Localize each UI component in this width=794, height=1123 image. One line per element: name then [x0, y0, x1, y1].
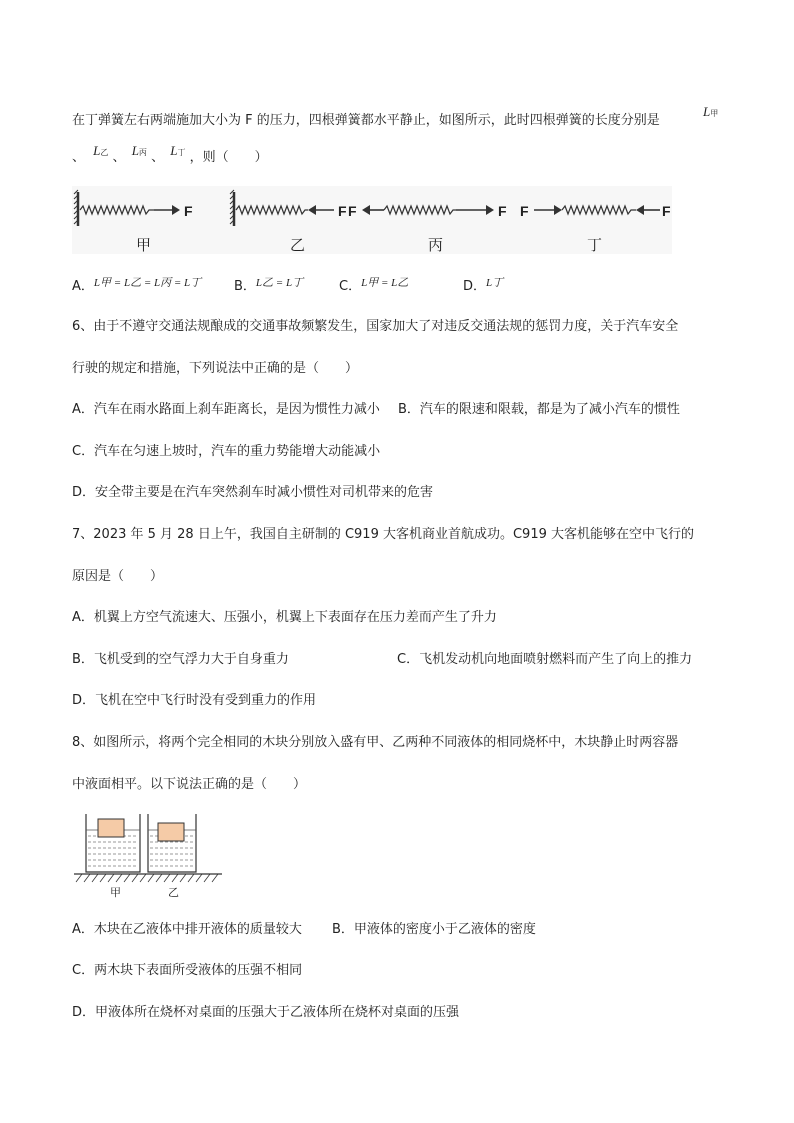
beaker-yi [148, 814, 196, 872]
force-label-bing-left: F [348, 203, 357, 219]
table-surface [74, 874, 222, 882]
q5-symbol-L-jia: L甲 [703, 104, 719, 119]
q6-option-b[interactable]: B．汽车的限速和限载，都是为了减小汽车的惯性 [398, 402, 680, 417]
q8-stem-line1: 8、如图所示，将两个完全相同的木块分别放入盛有甲、乙两种不同液体的相同烧杯中，木块静止时两容器 [72, 735, 679, 750]
caption-ding: 丁 [587, 237, 603, 254]
q7-option-d[interactable]: D．飞机在空中飞行时没有受到重力的作用 [72, 693, 317, 708]
beaker-jia [86, 814, 140, 872]
q6-option-d[interactable]: D．安全带主要是在汽车突然刹车时减小惯性对司机带来的危害 [72, 485, 434, 500]
q7-option-c[interactable]: C．飞机发动机向地面喷射燃料而产生了向上的推力 [397, 652, 693, 667]
q5-stem-line2: 、 L乙 、 L丙 、 L丁 ，则（ ） [72, 143, 268, 165]
force-label-jia: F [184, 203, 193, 219]
caption-yi: 乙 [290, 237, 306, 254]
q5-option-b[interactable]: B．$^{L乙 = L丁}$ [234, 277, 304, 294]
q8-option-c[interactable]: C．两木块下表面所受液体的压强不相同 [72, 963, 303, 978]
q7-stem-line2: 原因是（ ） [72, 569, 164, 584]
caption-bing: 丙 [428, 237, 444, 254]
q7-option-a[interactable]: A．机翼上方空气流速大、压强小，机翼上下表面存在压力差而产生了升力 [72, 610, 497, 625]
q7-option-b[interactable]: B．飞机受到的空气浮力大于自身重力 [72, 652, 289, 667]
q5-symbol-L-ding: L丁 [170, 143, 186, 158]
force-label-bing-right: F [498, 203, 507, 219]
force-label-ding-left: F [520, 203, 529, 219]
beaker-caption-yi: 乙 [168, 887, 179, 899]
beaker-caption-jia: 甲 [110, 887, 121, 899]
springs-figure [72, 186, 672, 254]
beakers-figure [72, 810, 232, 902]
q8-stem-line2: 中液面相平。以下说法正确的是（ ） [72, 777, 307, 792]
q6-option-c[interactable]: C．汽车在匀速上坡时，汽车的重力势能增大动能减小 [72, 444, 381, 459]
q5-stem-line1: 在丁弹簧左右两端施加大小为 F 的压力，四根弹簧都水平静止，如图所示，此时四根弹簧的长度分别是 [72, 113, 660, 128]
force-label-ding-right: F [662, 203, 671, 219]
q5-symbol-L-yi: L乙 [93, 143, 109, 158]
q6-option-a[interactable]: A．汽车在雨水路面上刹车距离长，是因为惯性力减小 [72, 402, 380, 417]
q6-stem-line1: 6、由于不遵守交通法规酿成的交通事故频繁发生，国家加大了对违反交通法规的惩罚力度，关于汽车安全 [72, 319, 679, 334]
force-label-yi: F [338, 203, 347, 219]
q8-option-b[interactable]: B．甲液体的密度小于乙液体的密度 [332, 922, 536, 937]
q5-option-d[interactable]: D．$^{L丁}$ [463, 277, 504, 294]
q7-stem-line1: 7、2023 年 5 月 28 日上午，我国自主研制的 C919 大客机商业首航成功。C919 大客机能够在空中飞行的 [72, 527, 695, 542]
caption-jia: 甲 [136, 237, 152, 254]
q5-option-c[interactable]: C．$^{L甲 = L乙}$ [339, 277, 409, 294]
q5-symbol-L-bing: L丙 [131, 143, 147, 158]
q8-option-d[interactable]: D．甲液体所在烧杯对桌面的压强大于乙液体所在烧杯对桌面的压强 [72, 1005, 460, 1020]
q8-option-a[interactable]: A．木块在乙液体中排开液体的质量较大 [72, 922, 302, 937]
q6-stem-line2: 行驶的规定和措施，下列说法中正确的是（ ） [72, 361, 359, 376]
q5-option-a[interactable]: A．$^{L甲 = L乙 = L丙 = L丁}$ [72, 277, 202, 294]
